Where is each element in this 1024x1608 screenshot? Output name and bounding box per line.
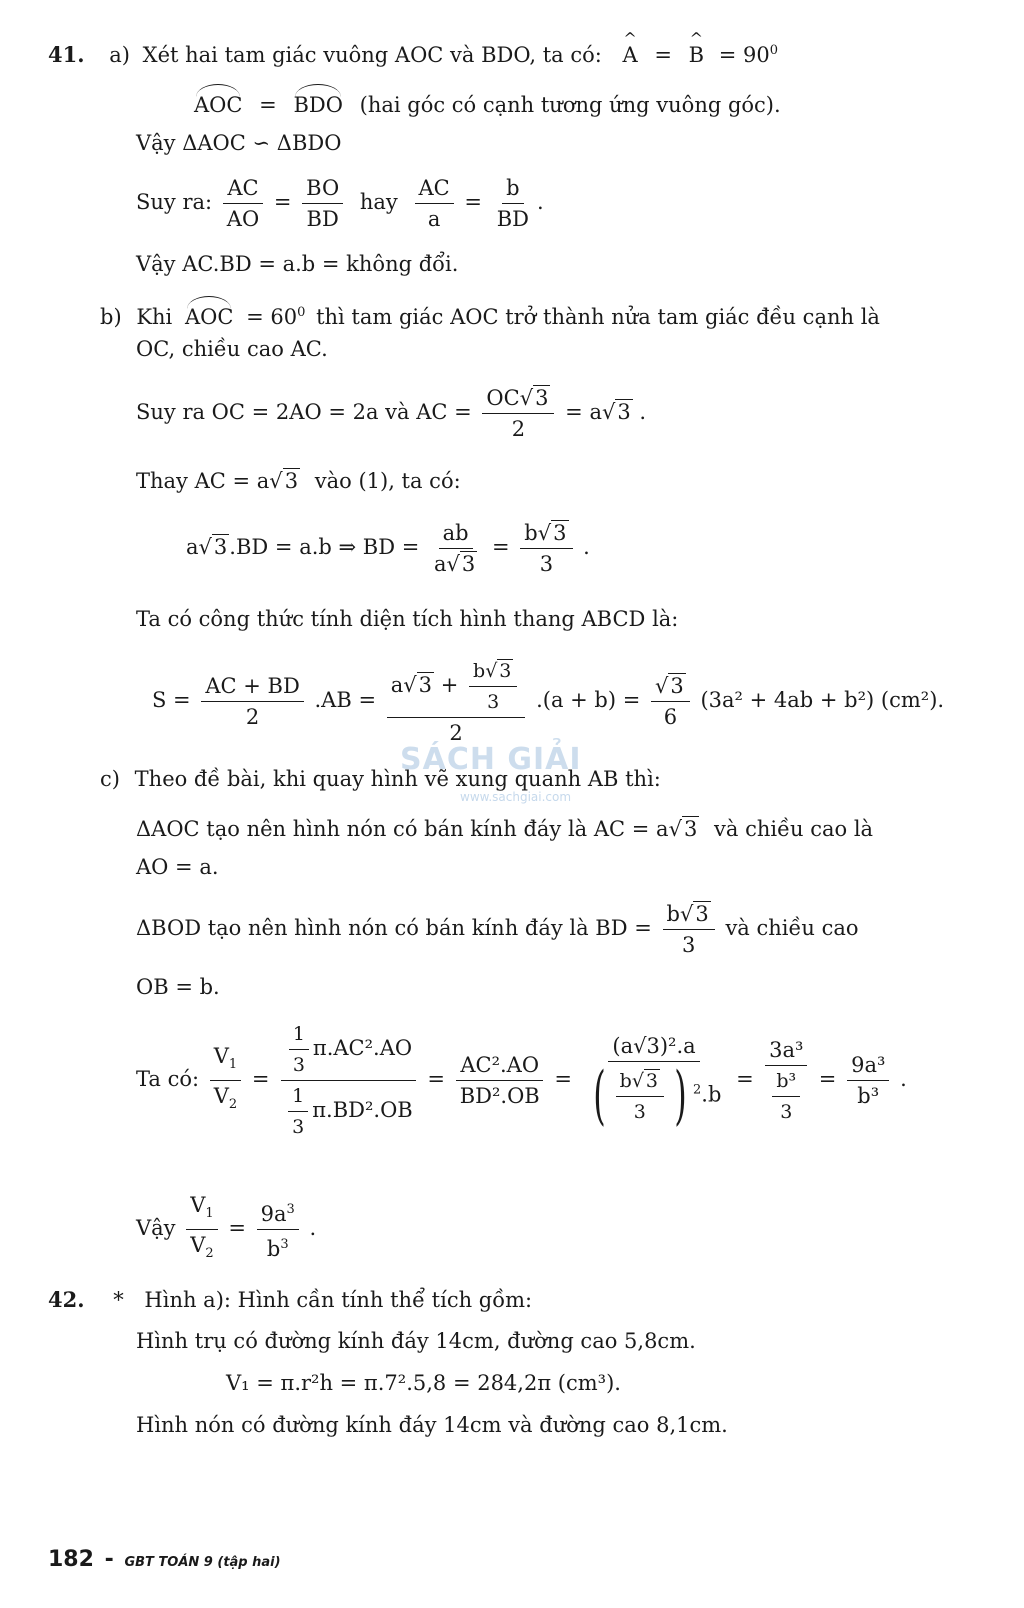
text-line: ΔAOC tạo nên hình nón có bán kính đáy là AC = a√3 và chiều cao là [136, 817, 874, 841]
equals: = [654, 43, 672, 67]
problem-42-header: 42. * Hình a): Hình cần tính thể tích gồm: [48, 1287, 533, 1312]
text-line: OC, chiều cao AC. [136, 337, 328, 361]
problem-number: 42. [48, 1287, 85, 1312]
angle-b: ^ B [689, 42, 704, 68]
text-line: Vậy ΔAOC ∽ ΔBDO [136, 131, 342, 155]
fraction: $\frac{BO}{BD}$ [302, 175, 343, 232]
part-label: a) [109, 43, 130, 67]
fraction: $\frac{ab}{a√3}$ [434, 521, 476, 576]
text-line: Ta có công thức tính diện tích hình thang ABCD là: [136, 607, 679, 631]
angle-bdo: BDO [293, 88, 343, 118]
fraction: $\frac{AC}{AO}$ [223, 175, 263, 232]
bd-line: a√3.BD = a.b ⇒ BD = $\frac{ab}{a√3}$ = $\frac{b√3}{3}$ . [186, 521, 590, 576]
text-line: OB = b. [136, 975, 220, 999]
text-line: Vậy AC.BD = a.b = không đổi. [136, 252, 459, 276]
formula-line: V₁ = π.r²h = π.7².5,8 = 284,2π (cm³). [226, 1371, 621, 1395]
angle-a: ^ A [623, 42, 638, 68]
page-footer: 182 - GBT TOÁN 9 (tập hai) [48, 1547, 281, 1572]
part-label: b) [100, 305, 122, 329]
part-b-line1: b) Khi AOC = $60^0$ thì tam giác AOC trở thành nửa tam giác đều cạnh là [100, 300, 880, 330]
angle-aoc: AOC [185, 300, 233, 330]
equals-90: = 90 [718, 43, 770, 67]
fraction: a√3 + $\frac{b√ 3}{3}$ 2 [387, 658, 526, 746]
text: Suy ra: [136, 190, 213, 214]
watermark-url: www.sachgiai.com [460, 790, 572, 804]
fraction: $\frac{b√3}{3}$ [520, 520, 572, 577]
text-line: Xét hai tam giác vuông AOC và BDO, ta có: [142, 43, 602, 67]
problem-number: 41. [48, 42, 85, 67]
page-number: 182 [48, 1547, 94, 1572]
note: (hai góc có cạnh tương ứng vuông góc). [359, 93, 781, 117]
fraction: $\frac{OC√3}{2}$ [482, 385, 554, 442]
fraction: $\frac{b}{BD}$ [496, 176, 529, 231]
part-label: c) [100, 767, 120, 791]
text-line: Hình trụ có đường kính đáy 14cm, đường cao 5,8cm. [136, 1329, 696, 1353]
book-title: GBT TOÁN 9 (tập hai) [124, 1555, 281, 1570]
fraction: $\frac{AC}{a}$ [415, 175, 454, 232]
text-line: Hình nón có đường kính đáy 14cm và đường cao 8,1cm. [136, 1413, 728, 1437]
fraction: $\frac{b√3}{3}$ [663, 901, 715, 958]
fraction: $\frac{AC + BD}{2}$ [201, 673, 303, 730]
text-line: ΔBOD tạo nên hình nón có bán kính đáy là BD = $\frac{b√3}{3}$ và chiều cao [136, 902, 859, 957]
angle-aoc: AOC [194, 88, 242, 118]
area-formula: S = $\frac{AC + BD}{2}$ .AB = a√3 + $\frac{b√ 3}{3}$ 2 .(a + b) = $\frac{√3}{6}$ (3a² + 4ab + b²) (cm²). [152, 659, 945, 745]
text-line: AO = a. [136, 855, 219, 879]
equals: = [259, 93, 277, 117]
ratio-line: Suy ra: $\frac{AC}{AO}$ = $\frac{BO}{BD}$ hay $\frac{AC}{a}$ = $\frac{b}{BD}$ . [136, 176, 544, 231]
angle-equality-line [194, 88, 781, 118]
fraction: $\frac{√3}{6}$ [651, 673, 690, 730]
conclusion-line: Vậy $\frac{V_1}{V_2}$ = $\frac{9a^3}{b^3}$ . [136, 1193, 317, 1262]
problem-41-header: 41. a) Xét hai tam giác vuông AOC và BDO, ta có: ^ A = ^ $B = 90^0$ [48, 38, 778, 68]
substitute-line: Thay AC = a√3 vào (1), ta có: [136, 469, 461, 493]
oc-ac-line: Suy ra OC = 2AO = 2a và AC = $\frac{OC√3}{2}$ = a√3 . [136, 386, 647, 441]
watermark-logo: SÁCH GIẢI [400, 742, 582, 777]
part-c-line1: c) Theo đề bài, khi quay hình vẽ xung quanh AB thì: [100, 767, 661, 791]
volume-ratio-formula: Ta có: $\frac{V_1}{V_2}$ = $\frac{1}{3}$ π.AC².AO $\frac{1}{3}$ π.BD².OB = $\frac{\text{AC².AO}}{\text{BD².OB}}$ = (a√3)².a ( $\frac{b√ 3}{3}$ ) $^2$.b = $\frac{\text{3a³}}{\frac{\text{b³}}{3}}$ = $\frac{\text{9a³}}{\text{b³}}$ . [136, 1023, 907, 1138]
